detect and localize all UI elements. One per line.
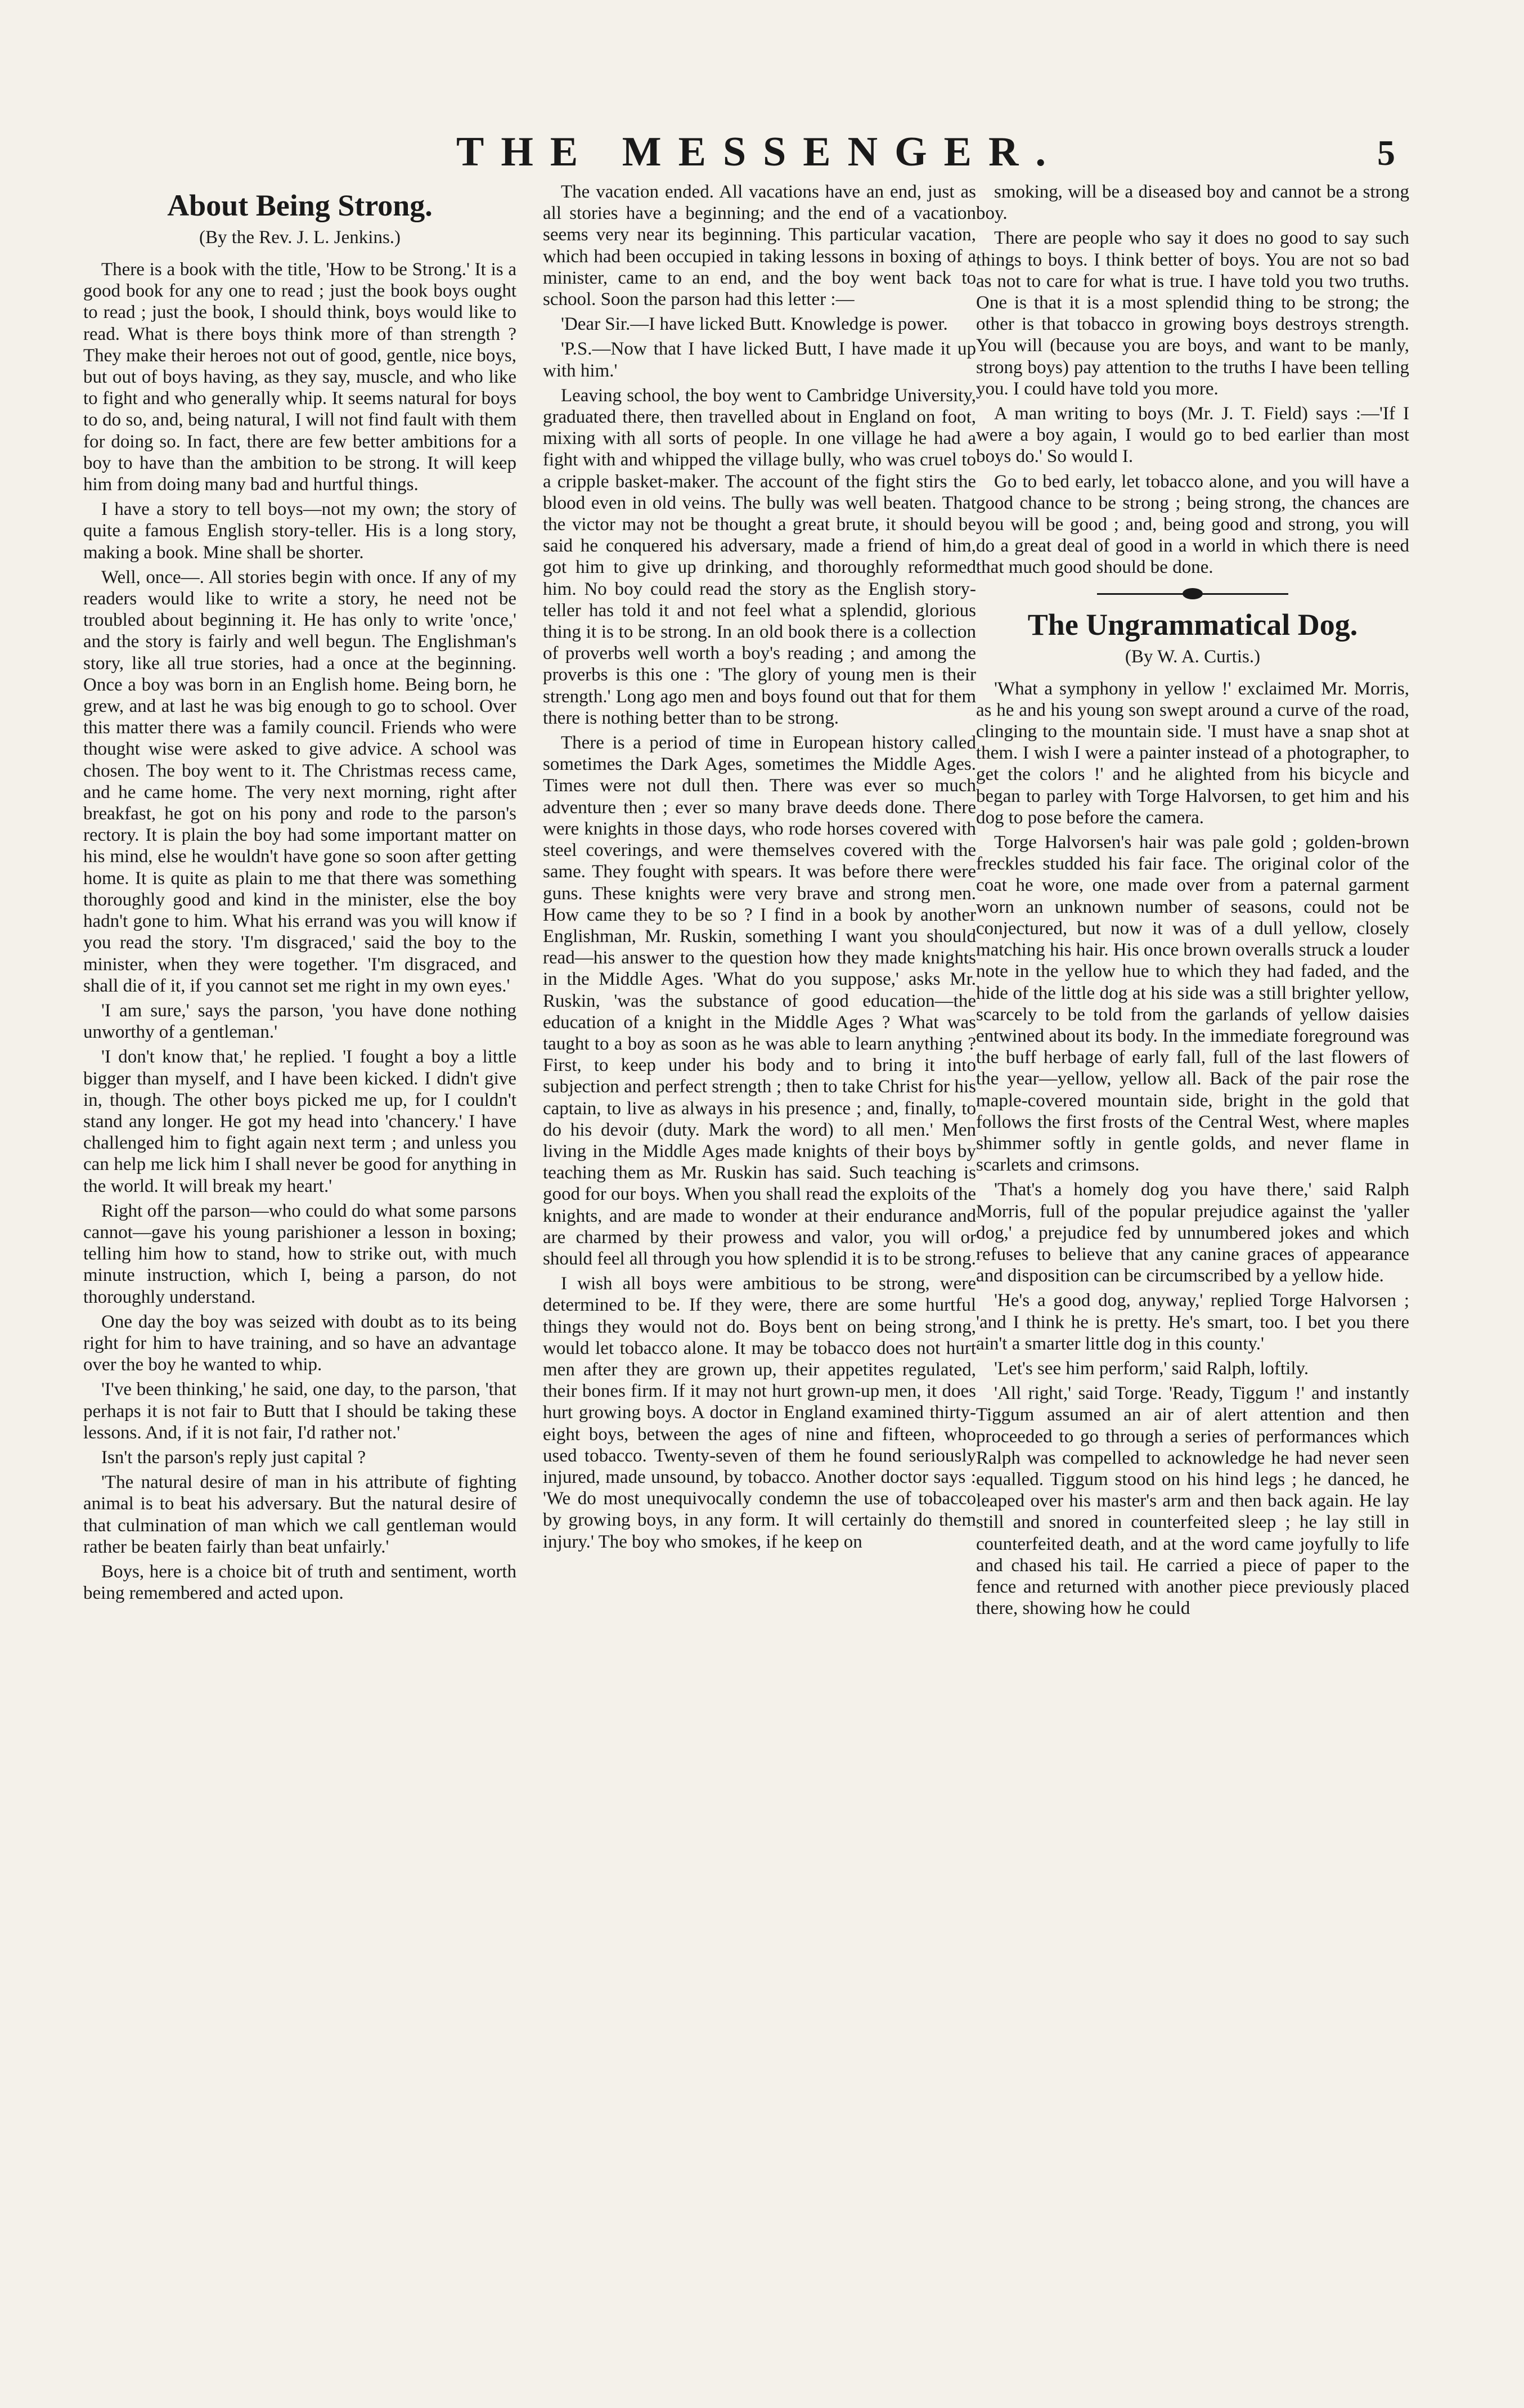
- paragraph: 'He's a good dog, anyway,' replied Torge Halvorsen ; 'and I think he is pretty. He's smart, too. I bet you there ain't a smarter little dog in this county.': [976, 1290, 1409, 1354]
- paragraph: A man writing to boys (Mr. J. T. Field) says :—'If I were a boy again, I would go to bed earlier than most boys do.' So would I.: [976, 403, 1409, 467]
- paragraph: 'All right,' said Torge. 'Ready, Tiggum !' and instantly Tiggum assumed an air of alert attention and then proceeded to go through a series of performances which Ralph was compelled to acknowledge he had never seen equalled. Tiggum stood on his hind legs ; he danced, he leaped over his master's arm and then back again. He lay still and snored in counterfeited sleep ; he lay still in counterfeited death, and at the word came joyfully to life and chased his tail. He carried a piece of paper to the fence and returned with another piece previously placed there, showing how he could: [976, 1383, 1409, 1619]
- paragraph: smoking, will be a diseased boy and cannot be a strong boy.: [976, 182, 1409, 224]
- article-byline-2: (By W. A. Curtis.): [1125, 646, 1261, 667]
- masthead-title: THE MESSENGER.: [456, 129, 1063, 175]
- paragraph: Right off the parson—who could do what some parsons cannot—gave his young parishioner a lesson in boxing; telling him how to stand, how to strike out, with much minute instruction, which I, being a parson, do not thoroughly understand.: [83, 1200, 516, 1307]
- paragraph: 'I am sure,' says the parson, 'you have done nothing unworthy of a gentleman.': [83, 1000, 516, 1043]
- paragraph: 'Dear Sir.—I have licked Butt. Knowledge is power.: [561, 314, 948, 335]
- paragraph: There is a book with the title, 'How to be Strong.' It is a good book for any one to read ; just the book boys ought to read ; just the book, I should think, boys would like to read. What is there boys think more of than strength ? They make their heroes not out of good, gentle, nice boys, but out of boys having, as they say, muscle, and who like to fight and who generally whip. It seems natural for boys to do so, and, being natural, I will not find fault with them for doing so. In fact, there are few better ambitions for a boy to have than the ambition to be strong. It will keep him from doing many bad and hurtful things.: [83, 259, 516, 495]
- paragraph: 'I've been thinking,' he said, one day, to the parson, 'that perhaps it is not fair to Butt that I should be taking these lessons. And, if it is not fair, I'd rather not.': [83, 1379, 516, 1443]
- paragraph: 'P.S.—Now that I have licked Butt, I have made it up with him.': [543, 339, 976, 381]
- paragraph: 'That's a homely dog you have there,' said Ralph Morris, full of the popular prejudice against the 'yaller dog,' a prejudice fed by unnumbered jokes and which refuses to believe that any canine graces of appearance and disposition can be circumscribed by a yellow hide.: [976, 1180, 1409, 1286]
- column-2: [543, 181, 976, 2320]
- article-byline: (By the Rev. J. L. Jenkins.): [199, 227, 401, 248]
- paragraph: Well, once—. All stories begin with once. If any of my readers would like to write a story, he need not be troubled about beginning it. He has only to write 'once,' and the story is fairly and well begun. The Englishman's story, like all true stories, had a once at the beginning. Once a boy was born in an English home. Being born, he grew, and at last he was big enough to go to school. Over this matter there was a family council. Friends who were thought wise were asked to give advice. A school was chosen. The boy went to it. The Christmas recess came, and he came home. The very next morning, right after breakfast, he got on his pony and rode to the parson's rectory. It is plain the boy had some important matter on his mind, else he wouldn't have gone so soon after getting home. It is quite as plain to me that there was something thoroughly good and kind in the minister, else the boy hadn't gone to him. What his errand was you will know if you read the story. 'I'm disgraced,' said the boy to the minister, when they were together. 'I'm disgraced, and shall die of it, if you cannot set me right in my own eyes.': [83, 567, 516, 996]
- article-title: About Being Strong.: [167, 189, 433, 222]
- column-1: [83, 181, 516, 2320]
- section-divider: [1097, 593, 1288, 595]
- paragraph: I wish all boys were ambitious to be strong, were determined to be. If they were, there are some hurtful things they would not do. Boys bent on being strong, would let tobacco alone. It may be tobacco does not hurt men after they are grown up, their appetites regulated, their bones firm. If it may not hurt grown-up men, it does hurt growing boys. A doctor in England examined thirty-eight boys, between the ages of nine and fifteen, who used tobacco. Twenty-seven of them he found seriously injured, made unsound, by tobacco. Another doctor says : 'We do most unequivocally condemn the use of tobacco by growing boys, in any form. It will certainly do them injury.' The boy who smokes, if he keep on: [543, 1273, 976, 1552]
- paragraph: I have a story to tell boys—not my own; the story of quite a famous English story-teller. His is a long story, making a book. Mine shall be shorter.: [83, 499, 516, 563]
- paragraph: 'I don't know that,' he replied. 'I fought a boy a little bigger than myself, and I have been kicked. I didn't give in, though. The other boys picked me up, for I couldn't stand any longer. He got my head into 'chancery.' I have challenged him to fight again next term ; and unless you can help me lick him I shall never be good for anything in the world. It will break my heart.': [83, 1047, 516, 1196]
- paragraph: 'The natural desire of man in his attribute of fighting animal is to beat his adversary. But the natural desire of that culmination of man which we call gentleman would rather be beaten fairly than beat unfairly.': [83, 1472, 516, 1557]
- paragraph: One day the boy was seized with doubt as to its being right for him to have training, and so have an advantage over the boy he wanted to whip.: [83, 1311, 516, 1375]
- column-3: [976, 181, 1409, 2320]
- paragraph: Leaving school, the boy went to Cambridge University, graduated there, then travelled about in England on foot, mixing with all sorts of people. In one village he had a fight with and whipped the village bully, who was cruel to a cripple basket-maker. The account of the fight stirs the blood even in old veins. The bully was well beaten. That the victor may not be thought a great brute, it should be said he conquered his adversary, made a friend of him, got him to give up drinking, and thoroughly reformed him. No boy could read the story as the English story-teller has told it and not feel what a splendid, glorious thing it is to be strong. In an old book there is a collection of proverbs well worth a boy's reading ; and among the proverbs is this one : 'The glory of young men is their strength.' Long ago men and boys found out that for them there is nothing better than to be strong.: [543, 385, 976, 728]
- paragraph: There are people who say it does no good to say such things to boys. I think better of boys. You are not so bad as not to care for what is true. I have told you two truths. One is that it is a most splendid thing to be strong; the other is that tobacco in growing boys destroys strength. You will (because you are boys, and want to be manly, strong boys) pay attention to the truths I have been telling you. I could have told you more.: [976, 228, 1409, 399]
- paragraph: Isn't the parson's reply just capital ?: [101, 1447, 366, 1468]
- paragraph: Boys, here is a choice bit of truth and sentiment, worth being remembered and acted upon.: [83, 1561, 516, 1604]
- paragraph: 'What a symphony in yellow !' exclaimed Mr. Morris, as he and his young son swept around a curve of the road, clinging to the mountain side. 'I must have a snap shot at them. I wish I were a painter instead of a photographer, to get the colors !' and he alighted from his bicycle and began to parley with Torge Halvorsen, to get him and his dog to pose before the camera.: [976, 678, 1409, 828]
- paragraph: Go to bed early, let tobacco alone, and you will have a good chance to be strong ; being strong, the chances are you will be good ; and, being good and strong, you will do a great deal of good in a world in which there is need that much good should be done.: [976, 471, 1409, 578]
- paragraph: The vacation ended. All vacations have an end, just as all stories have a beginning; and the end of a vacation seems very near its beginning. This particular vacation, which had been occupied in taking lessons in boxing of a minister, came to an end, and the boy went back to school. Soon the parson had this letter :—: [543, 182, 976, 310]
- article-title-2: The Ungrammatical Dog.: [1027, 607, 1358, 642]
- paragraph: There is a period of time in European history called sometimes the Dark Ages, sometimes the Middle Ages. Times were not dull then. There was ever so much adventure then ; ever so many brave deeds done. There were knights in those days, who rode horses covered with steel coverings, and were themselves covered with the same. They fought with spears. It was before there were guns. These knights were very brave and strong men. How came they to be so ? I find in a book by another Englishman, Mr. Ruskin, something I want you should read—his answer to the question how they made knights in the Middle Ages. 'What do you suppose,' asks Mr. Ruskin, 'was the substance of good education—the education of a knight in the Middle Ages ? What was taught to a boy as soon as he was able to learn anything ? First, to keep under his body and to bring it into subjection and perfect strength ; then to take Christ for his captain, to live as always in his presence ; and, finally, to do his devoir (duty. Mark the word) to all men.' Men living in the Middle Ages made knights of their boys by teaching them as Mr. Ruskin has said. Such teaching is good for our boys. When you shall read the exploits of the knights, and are made to wonder at their endurance and are charmed by their prowess and valor, you will or should feel all through you how splendid it is to be strong.: [543, 733, 976, 1269]
- page-number: 5: [1377, 133, 1395, 173]
- paragraph: Torge Halvorsen's hair was pale gold ; golden-brown freckles studded his fair face. The original color of the coat he wore, one made over from a paternal garment worn an unknown number of seasons, could not be conjectured, but now it was of a dull yellow, closely matching his hair. His once brown overalls struck a louder note in the yellow hue to which they had faded, and the hide of the little dog at his side was a still brighter yellow, scarcely to be told from the garlands of yellow daisies entwined about its body. In the immediate foreground was the buff herbage of early fall, full of the last flowers of the year—yellow, yellow all. Back of the pair rose the maple-covered mountain side, bright in the gold that follows the first frosts of the Central West, where maples shimmer softly in gentle golds, and never flame in scarlets and crimsons.: [976, 832, 1409, 1176]
- paragraph: 'Let's see him perform,' said Ralph, loftily.: [994, 1358, 1309, 1379]
